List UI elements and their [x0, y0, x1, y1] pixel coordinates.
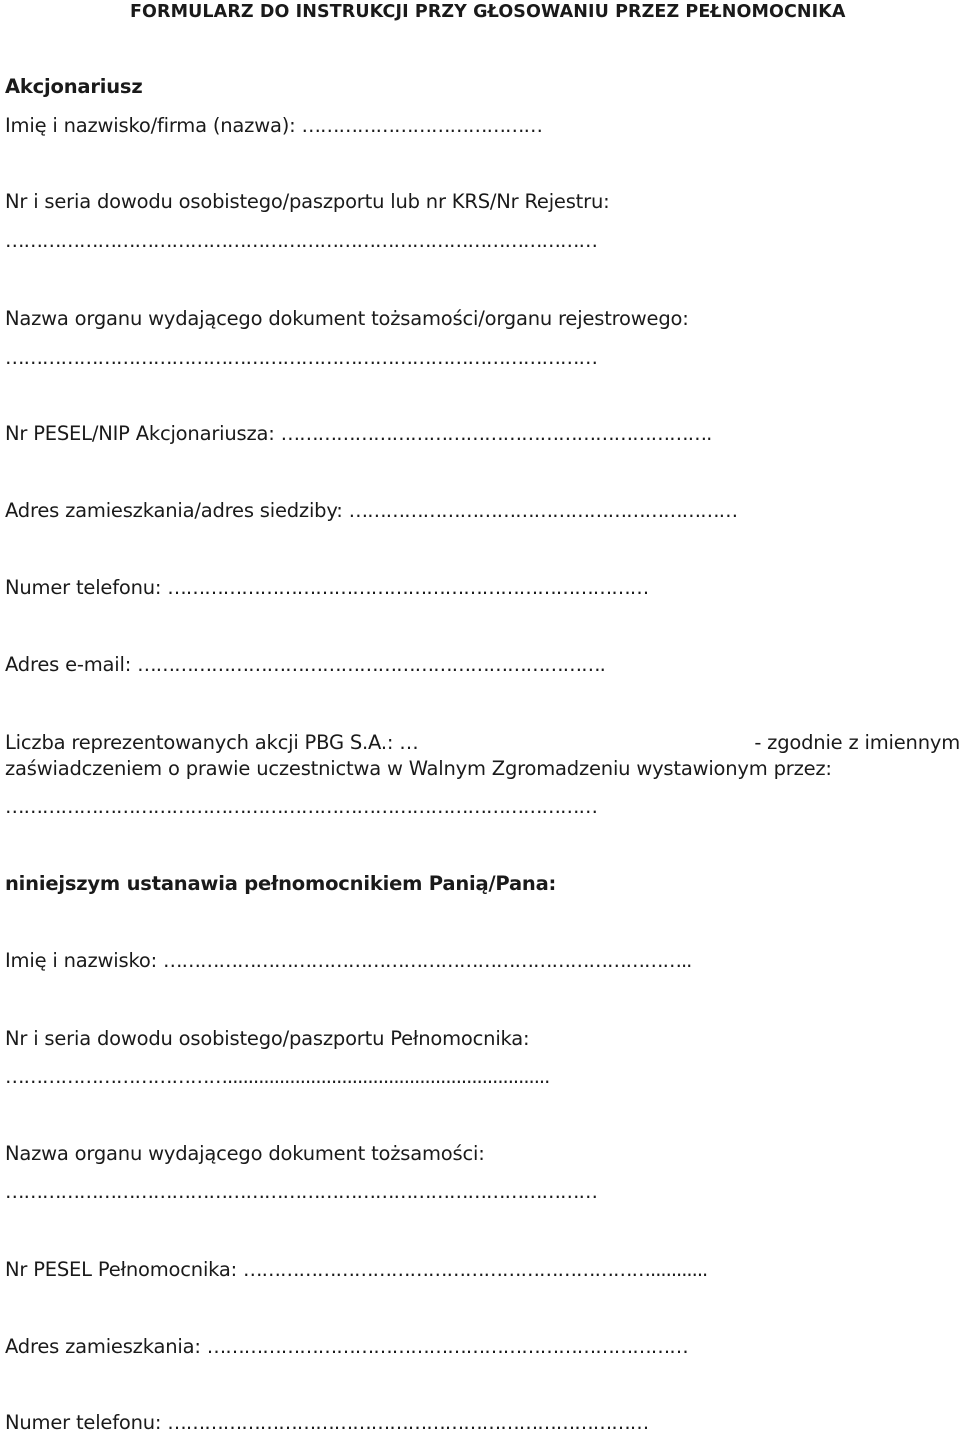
shareholder-address-field[interactable]: ……………………………………………………… [348, 499, 738, 522]
proxy-issuer-field[interactable]: …………………………………………………………………………………… [5, 1180, 597, 1203]
shareholder-pesel-label: Nr PESEL/NIP Akcjonariusza: [5, 422, 275, 445]
shareholder-phone-field[interactable]: …………………………………………………………………… [167, 576, 649, 599]
proxy-phone-label: Numer telefonu: [5, 1411, 162, 1434]
proxy-address-line [5, 1335, 688, 1359]
shareholder-pesel-field[interactable]: ……………………………………………………………. [280, 422, 712, 445]
proxy-address-field[interactable]: …………………………………………………………………… [206, 1335, 688, 1358]
proxy-issuer-label: Nazwa organu wydającego dokument tożsamości: [5, 1142, 485, 1165]
shareholder-email-label: Adres e-mail: [5, 653, 132, 676]
shareholder-issuer-field[interactable]: …………………………………………………………………………………… [5, 346, 597, 369]
shares-line [5, 731, 960, 755]
shares-certificate-text: zaświadczeniem o prawie uczestnictwa w Walnym Zgromadzeniu wystawionym przez: [5, 757, 832, 780]
shareholder-id-field[interactable]: …………………………………………………………………………………… [5, 229, 597, 252]
proxy-pesel-line [5, 1258, 707, 1282]
shareholder-phone-line [5, 576, 648, 600]
shareholder-email-line [5, 653, 605, 677]
proxy-pesel-field[interactable]: …………………………………………………………........... [243, 1258, 708, 1281]
shareholder-name-label: Imię i nazwisko/firma (nazwa): [5, 114, 296, 137]
shareholder-address-label: Adres zamieszkania/adres siedziby: [5, 499, 343, 522]
shares-issuer-field[interactable]: …………………………………………………………………………………… [5, 795, 597, 818]
page-title: FORMULARZ DO INSTRUKCJI PRZY GŁOSOWANIU PRZEZ PEŁNOMOCNIKA [130, 2, 846, 22]
proxy-name-field[interactable]: ………………………………………………………………………….. [162, 949, 692, 972]
shareholder-address-line [5, 499, 737, 523]
shareholder-email-field[interactable]: …………………………………………………………………. [137, 653, 605, 676]
proxy-name-label: Imię i nazwisko: [5, 949, 157, 972]
shareholder-pesel-line [5, 422, 711, 446]
shareholder-phone-label: Numer telefonu: [5, 576, 162, 599]
proxy-address-label: Adres zamieszkania: [5, 1335, 201, 1358]
proxy-phone-field[interactable]: …………………………………………………………………… [167, 1411, 649, 1434]
proxy-id-label: Nr i seria dowodu osobistego/paszportu Pełnomocnika: [5, 1027, 530, 1050]
proxy-id-field[interactable]: ……………………………….............................................................. [5, 1065, 550, 1088]
shares-label: Liczba reprezentowanych akcji PBG S.A.: [5, 731, 394, 754]
shareholder-id-label: Nr i seria dowodu osobistego/paszportu lub nr KRS/Nr Rejestru: [5, 190, 610, 213]
shares-field[interactable]: … [399, 731, 418, 754]
proxy-phone-line [5, 1411, 648, 1435]
proxy-name-line [5, 949, 691, 973]
shareholder-name-line [5, 114, 542, 138]
shareholder-heading: Akcjonariusz [5, 75, 143, 98]
shareholder-issuer-label: Nazwa organu wydającego dokument tożsamości/organu rejestrowego: [5, 307, 689, 330]
shareholder-name-field[interactable]: ………………………………… [301, 114, 542, 137]
shares-suffix: - zgodnie z imiennym [754, 731, 960, 754]
proxy-pesel-label: Nr PESEL Pełnomocnika: [5, 1258, 238, 1281]
proxy-heading: niniejszym ustanawia pełnomocnikiem Panią/Pana: [5, 872, 557, 895]
